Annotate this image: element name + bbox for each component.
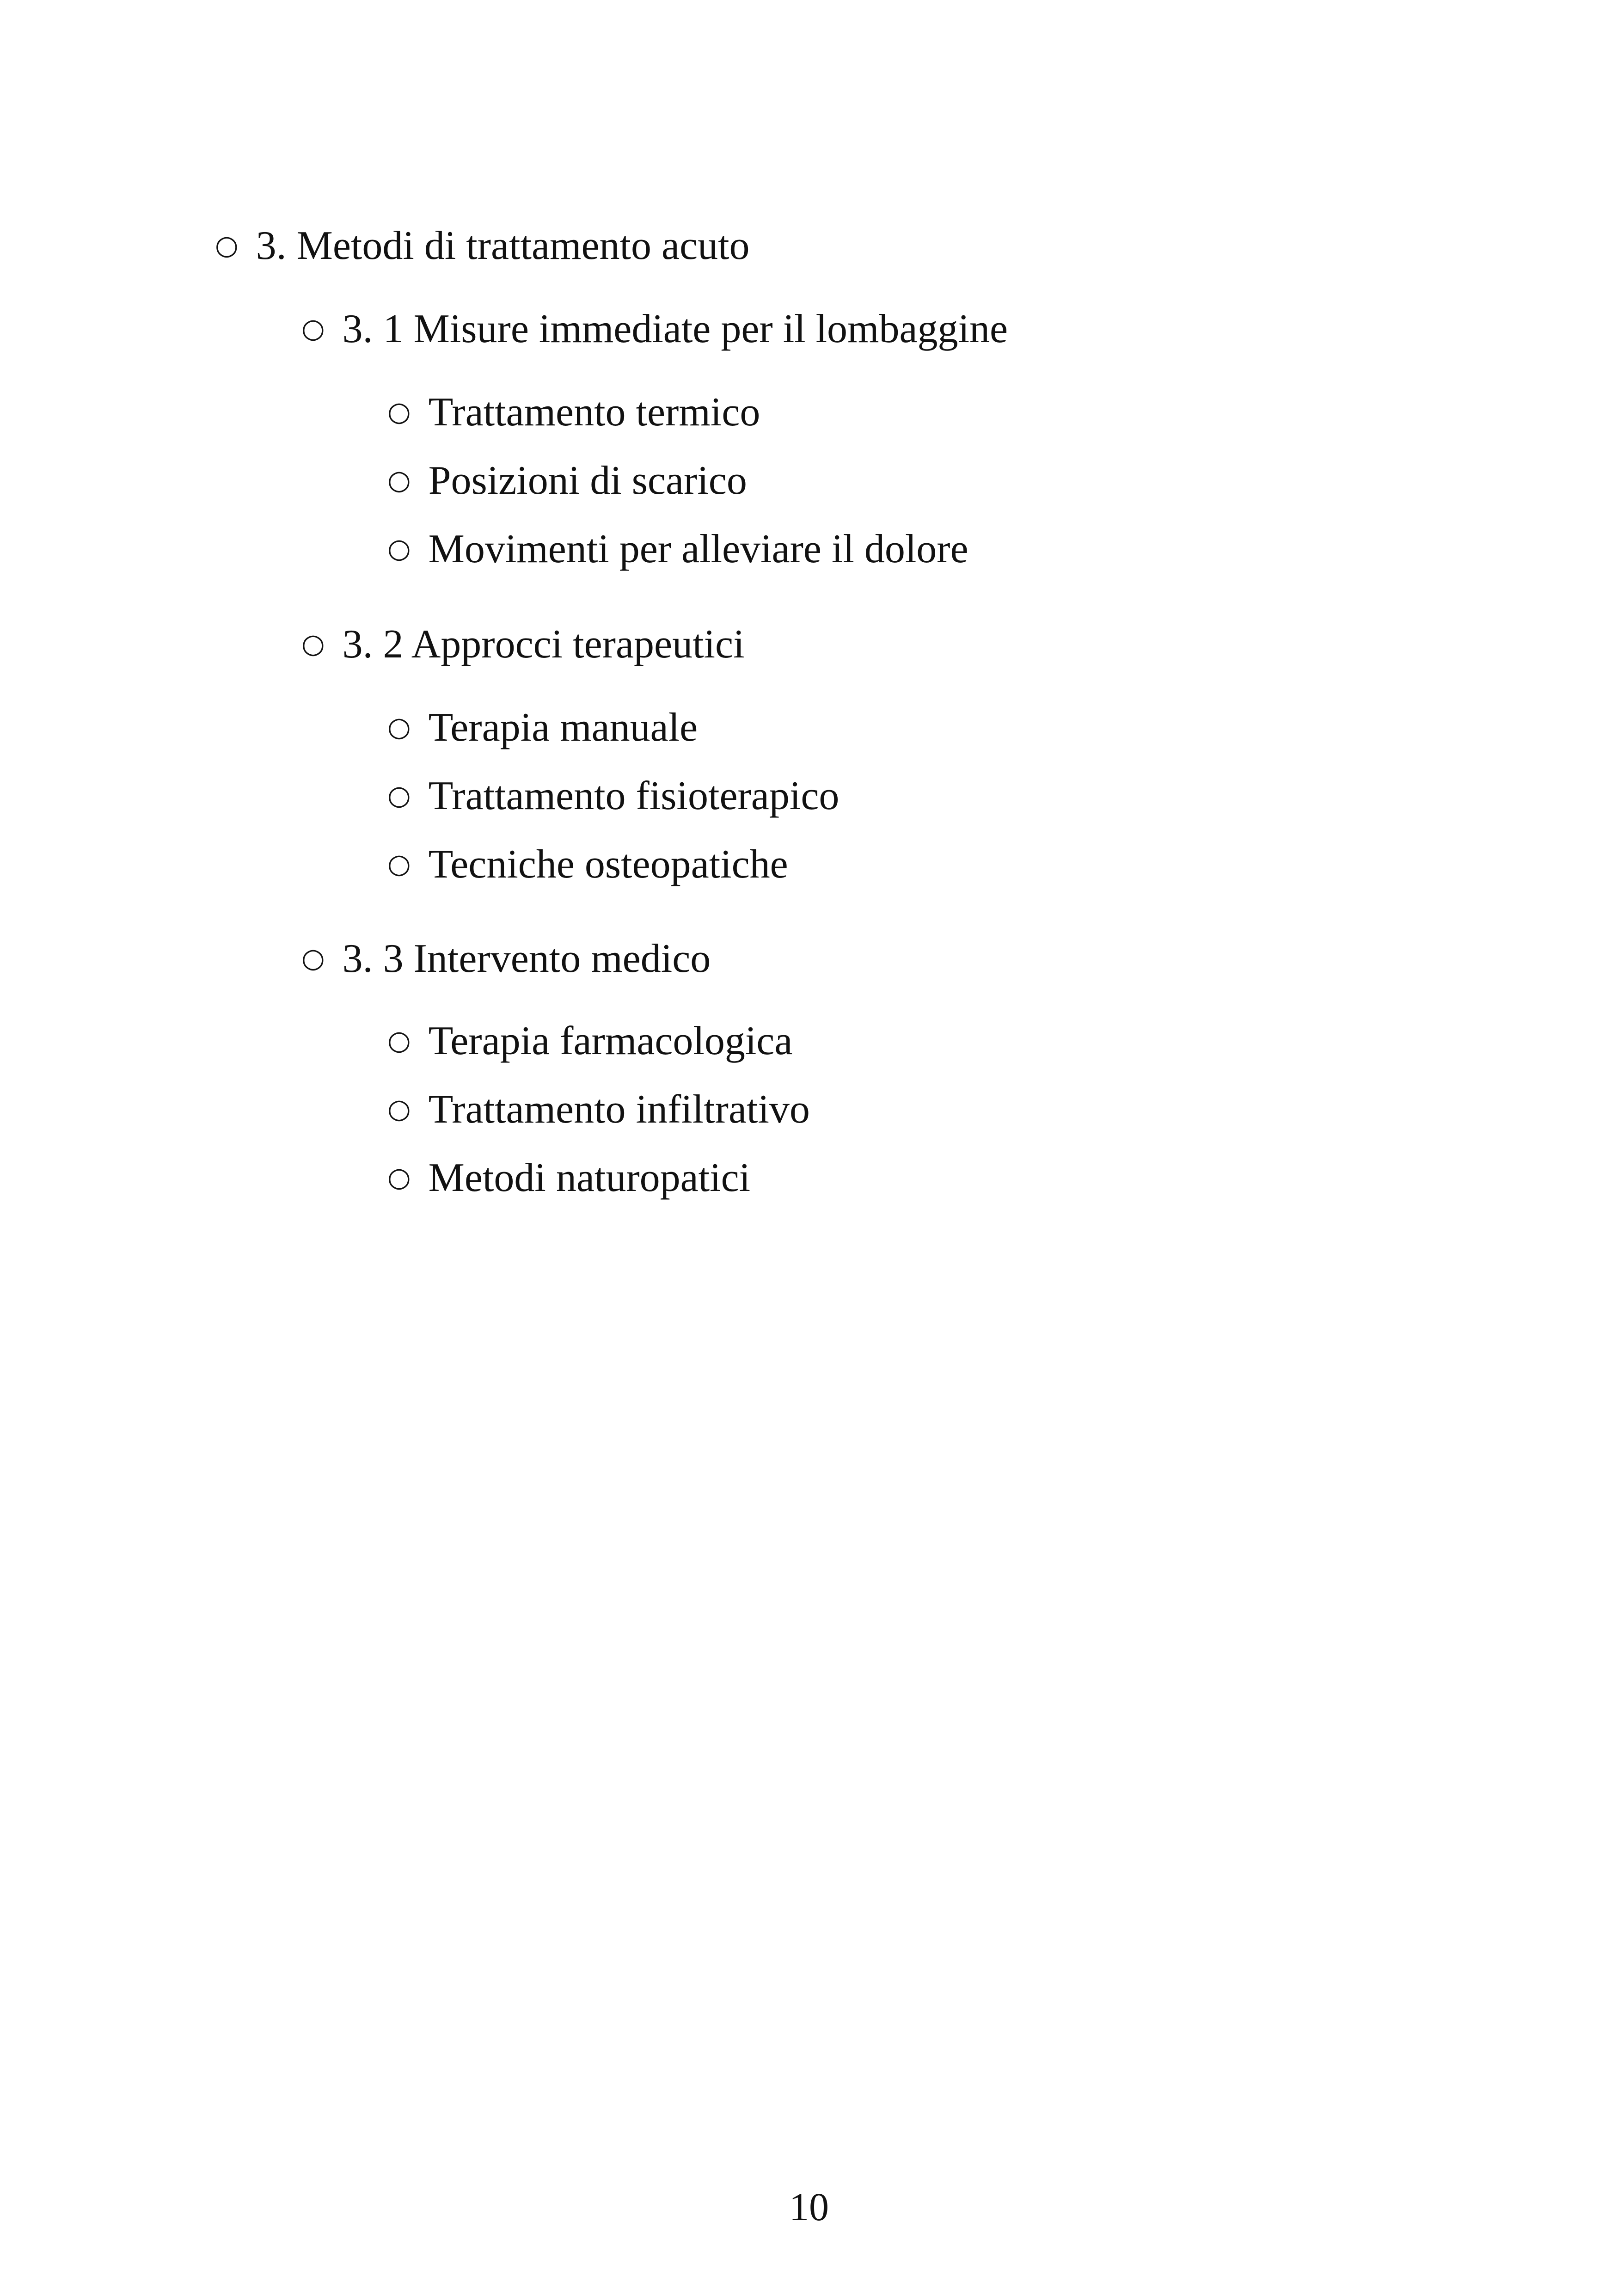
subsection-heading — [301, 624, 745, 665]
list-item-label: Trattamento infiltrativo — [428, 1087, 810, 1132]
list-item — [387, 1089, 810, 1130]
section-title: 3. Metodi di trattamento acuto — [256, 223, 750, 268]
circle-bullet-icon: ○ — [301, 313, 325, 344]
list-item — [387, 776, 839, 816]
list-item-label: Movimenti per alleviare il dolore — [428, 527, 968, 571]
list-item — [387, 460, 747, 501]
circle-bullet-icon: ○ — [387, 848, 411, 879]
circle-bullet-icon: ○ — [387, 1161, 411, 1193]
list-item — [387, 1155, 751, 1200]
subsection-title: 3. 3 Intervento medico — [342, 936, 711, 981]
list-item-label: Tecniche osteopatiche — [428, 842, 788, 887]
circle-bullet-icon: ○ — [387, 396, 411, 427]
circle-bullet-icon: ○ — [301, 942, 325, 974]
circle-bullet-icon: ○ — [387, 1093, 411, 1124]
list-item — [387, 844, 788, 885]
list-item — [387, 707, 698, 748]
list-item-label: Trattamento termico — [428, 390, 760, 435]
circle-bullet-icon: ○ — [387, 780, 411, 811]
list-item — [387, 392, 760, 433]
list-item — [387, 529, 968, 570]
circle-bullet-icon: ○ — [387, 464, 411, 496]
circle-bullet-icon: ○ — [387, 711, 411, 743]
list-item-label: Posizioni di scarico — [428, 458, 747, 503]
subsection-heading — [301, 309, 1008, 350]
circle-bullet-icon: ○ — [215, 229, 239, 261]
circle-bullet-icon: ○ — [387, 1025, 411, 1056]
subsection-title: 3. 2 Approcci terapeutici — [342, 622, 745, 667]
subsection-title: 3. 1 Misure immediate per il lombaggine — [342, 307, 1008, 351]
section-heading — [215, 223, 750, 268]
list-item-label: Metodi naturopatici — [428, 1155, 751, 1200]
list-item-label: Trattamento fisioterapico — [428, 774, 840, 818]
list-item — [387, 1021, 792, 1062]
page-number: 10 — [789, 2185, 829, 2229]
subsection-heading — [301, 936, 711, 981]
circle-bullet-icon: ○ — [301, 628, 325, 659]
list-item-label: Terapia manuale — [428, 705, 698, 750]
circle-bullet-icon: ○ — [387, 533, 411, 564]
list-item-label: Terapia farmacologica — [428, 1019, 793, 1063]
